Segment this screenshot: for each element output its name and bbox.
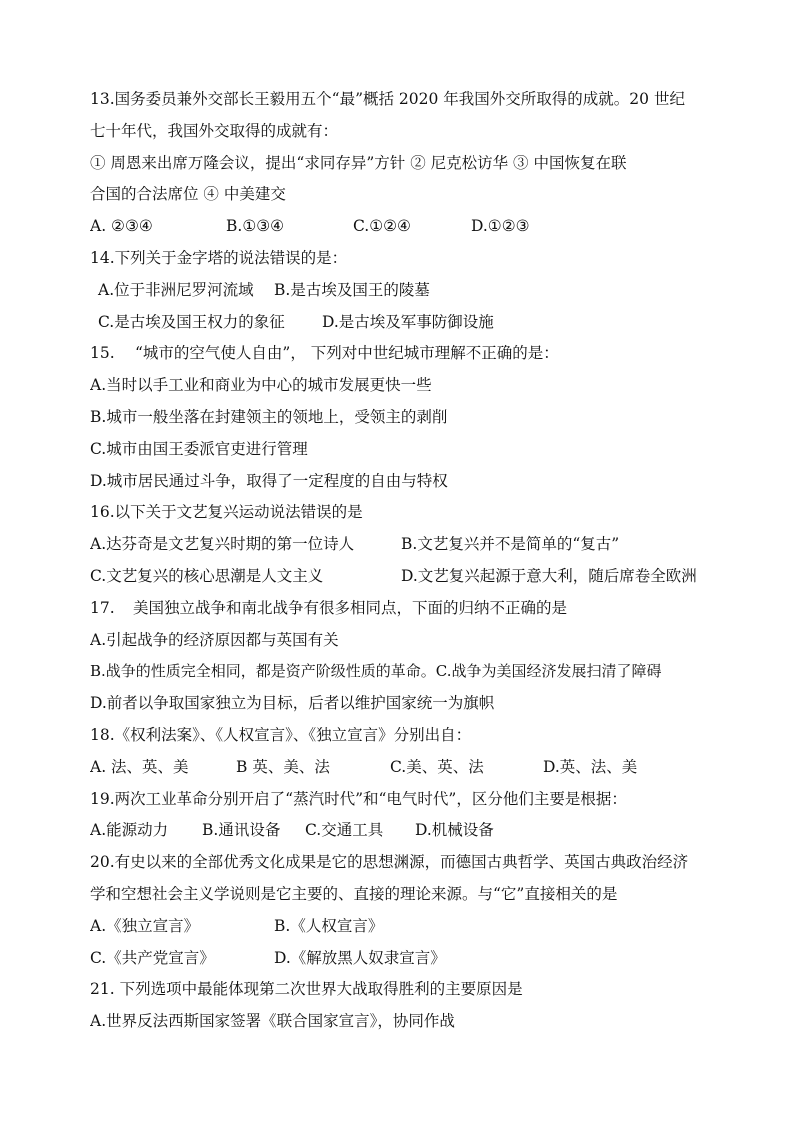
q15-number: 15.	[90, 344, 115, 363]
q19-option-d: D.机械设备	[415, 821, 494, 840]
q15-option-c: C.城市由国王委派官吏进行管理	[90, 439, 308, 458]
q20-stem-line2: 学和空想社会主义学说则是它主要的、直接的理论来源。与“它”直接相关的是	[90, 884, 618, 903]
q16-option-b: B.文艺复兴并不是简单的“复古”	[401, 535, 620, 554]
q13-options	[90, 211, 702, 243]
q13-option-c: C.①②④	[353, 217, 411, 236]
q17-option-bc: B.战争的性质完全相同，都是资产阶级性质的革命。C.战争为美国经济发展扫清了障碍	[90, 662, 662, 681]
q21-stem: 21. 下列选项中最能体现第二次世界大战取得胜利的主要原因是	[90, 980, 523, 999]
q13-items-line2: 合国的合法席位 ④ 中美建交	[90, 185, 286, 204]
q13-stem-line1: 13.国务委员兼外交部长王毅用五个“最”概括 2020 年我国外交所取得的成就。20 世纪	[90, 90, 685, 108]
q15-option-d: D.城市居民通过斗争，取得了一定程度的自由与特权	[90, 471, 448, 490]
q20-option-d: D.《解放黑人奴隶宣言》	[274, 948, 446, 967]
q17-option-d: D.前者以争取国家独立为目标，后者以维护国家统一为旗帜	[90, 694, 495, 713]
q18-stem: 18.《权利法案》、《人权宣言》、《独立宣言》分别出自：	[90, 725, 472, 744]
q19-option-a: A.能源动力	[90, 821, 169, 840]
q14-options-row2	[90, 307, 702, 339]
q13-stem-line2: 七十年代，我国外交取得的成就有：	[90, 121, 339, 140]
q16-stem: 16.以下关于文艺复兴运动说法错误的是	[90, 503, 363, 522]
q14-option-c: C.是古埃及国王权力的象征	[98, 312, 285, 331]
q20-options-row2	[90, 943, 702, 975]
q19-stem: 19.两次工业革命分别开启了“蒸汽时代”和“电气时代”，区分他们主要是根据：	[90, 789, 627, 808]
q14-stem: 14.下列关于金字塔的说法错误的是：	[90, 248, 348, 267]
q17-stem-line	[90, 593, 702, 625]
q13-option-d: D.①②③	[471, 217, 530, 236]
q17-option-a: A.引起战争的经济原因都与英国有关	[90, 630, 339, 649]
q15-stem-line	[90, 338, 702, 370]
q19-options	[90, 815, 702, 847]
q15-stem: “城市的空气使人自由”， 下列对中世纪城市理解不正确的是：	[135, 344, 559, 363]
q19-option-c: C.交通工具	[305, 821, 384, 840]
q16-option-a: A.达芬奇是文艺复兴时期的第一位诗人	[90, 535, 355, 554]
q14-option-d: D.是古埃及军事防御设施	[322, 312, 494, 331]
q15-option-b: B.城市一般坐落在封建领主的领地上，受领主的剥削	[90, 407, 448, 426]
q14-option-a: A.位于非洲尼罗河流域	[98, 280, 254, 299]
q16-options-row2	[90, 561, 702, 593]
q16-option-c: C.文艺复兴的核心思潮是人文主义	[90, 566, 324, 585]
q20-stem-line1: 20.有史以来的全部优秀文化成果是它的思想渊源，而德国古典哲学、英国古典政治经济	[90, 853, 689, 872]
q18-option-d: D.英、法、美	[543, 757, 638, 776]
q19-option-b: B.通讯设备	[202, 821, 281, 840]
q15-option-a: A.当时以手工业和商业为中心的城市发展更快一些	[90, 376, 432, 395]
q20-options-row1	[90, 911, 702, 943]
q20-option-a: A.《独立宣言》	[90, 916, 200, 935]
q20-option-c: C.《共产党宣言》	[90, 948, 215, 967]
q16-options-row1	[90, 529, 702, 561]
q18-option-a: A. 法、英、美	[90, 757, 189, 776]
q17-stem: 美国独立战争和南北战争有很多相同点，下面的归纳不正确的是	[133, 598, 568, 617]
q13-items-line1: ① 周恩来出席万隆会议，提出“求同存异”方针 ② 尼克松访华 ③ 中国恢复在联	[90, 153, 627, 172]
exam-page	[90, 84, 702, 1038]
q17-number: 17.	[90, 598, 115, 617]
q18-option-c: C.美、英、法	[390, 757, 484, 776]
q16-option-d: D.文艺复兴起源于意大利，随后席卷全欧洲	[401, 566, 697, 585]
q18-options	[90, 752, 702, 784]
q14-option-b: B.是古埃及国王的陵墓	[274, 280, 430, 299]
q18-option-b: B 英、美、法	[236, 757, 330, 776]
q14-options-row1	[90, 275, 702, 307]
q20-option-b: B.《人权宣言》	[274, 916, 384, 935]
q21-option-a: A.世界反法西斯国家签署《联合国家宣言》，协同作战	[90, 1012, 455, 1031]
q13-option-a: A. ②③④	[90, 217, 153, 236]
q13-option-b: B.①③④	[226, 217, 285, 236]
